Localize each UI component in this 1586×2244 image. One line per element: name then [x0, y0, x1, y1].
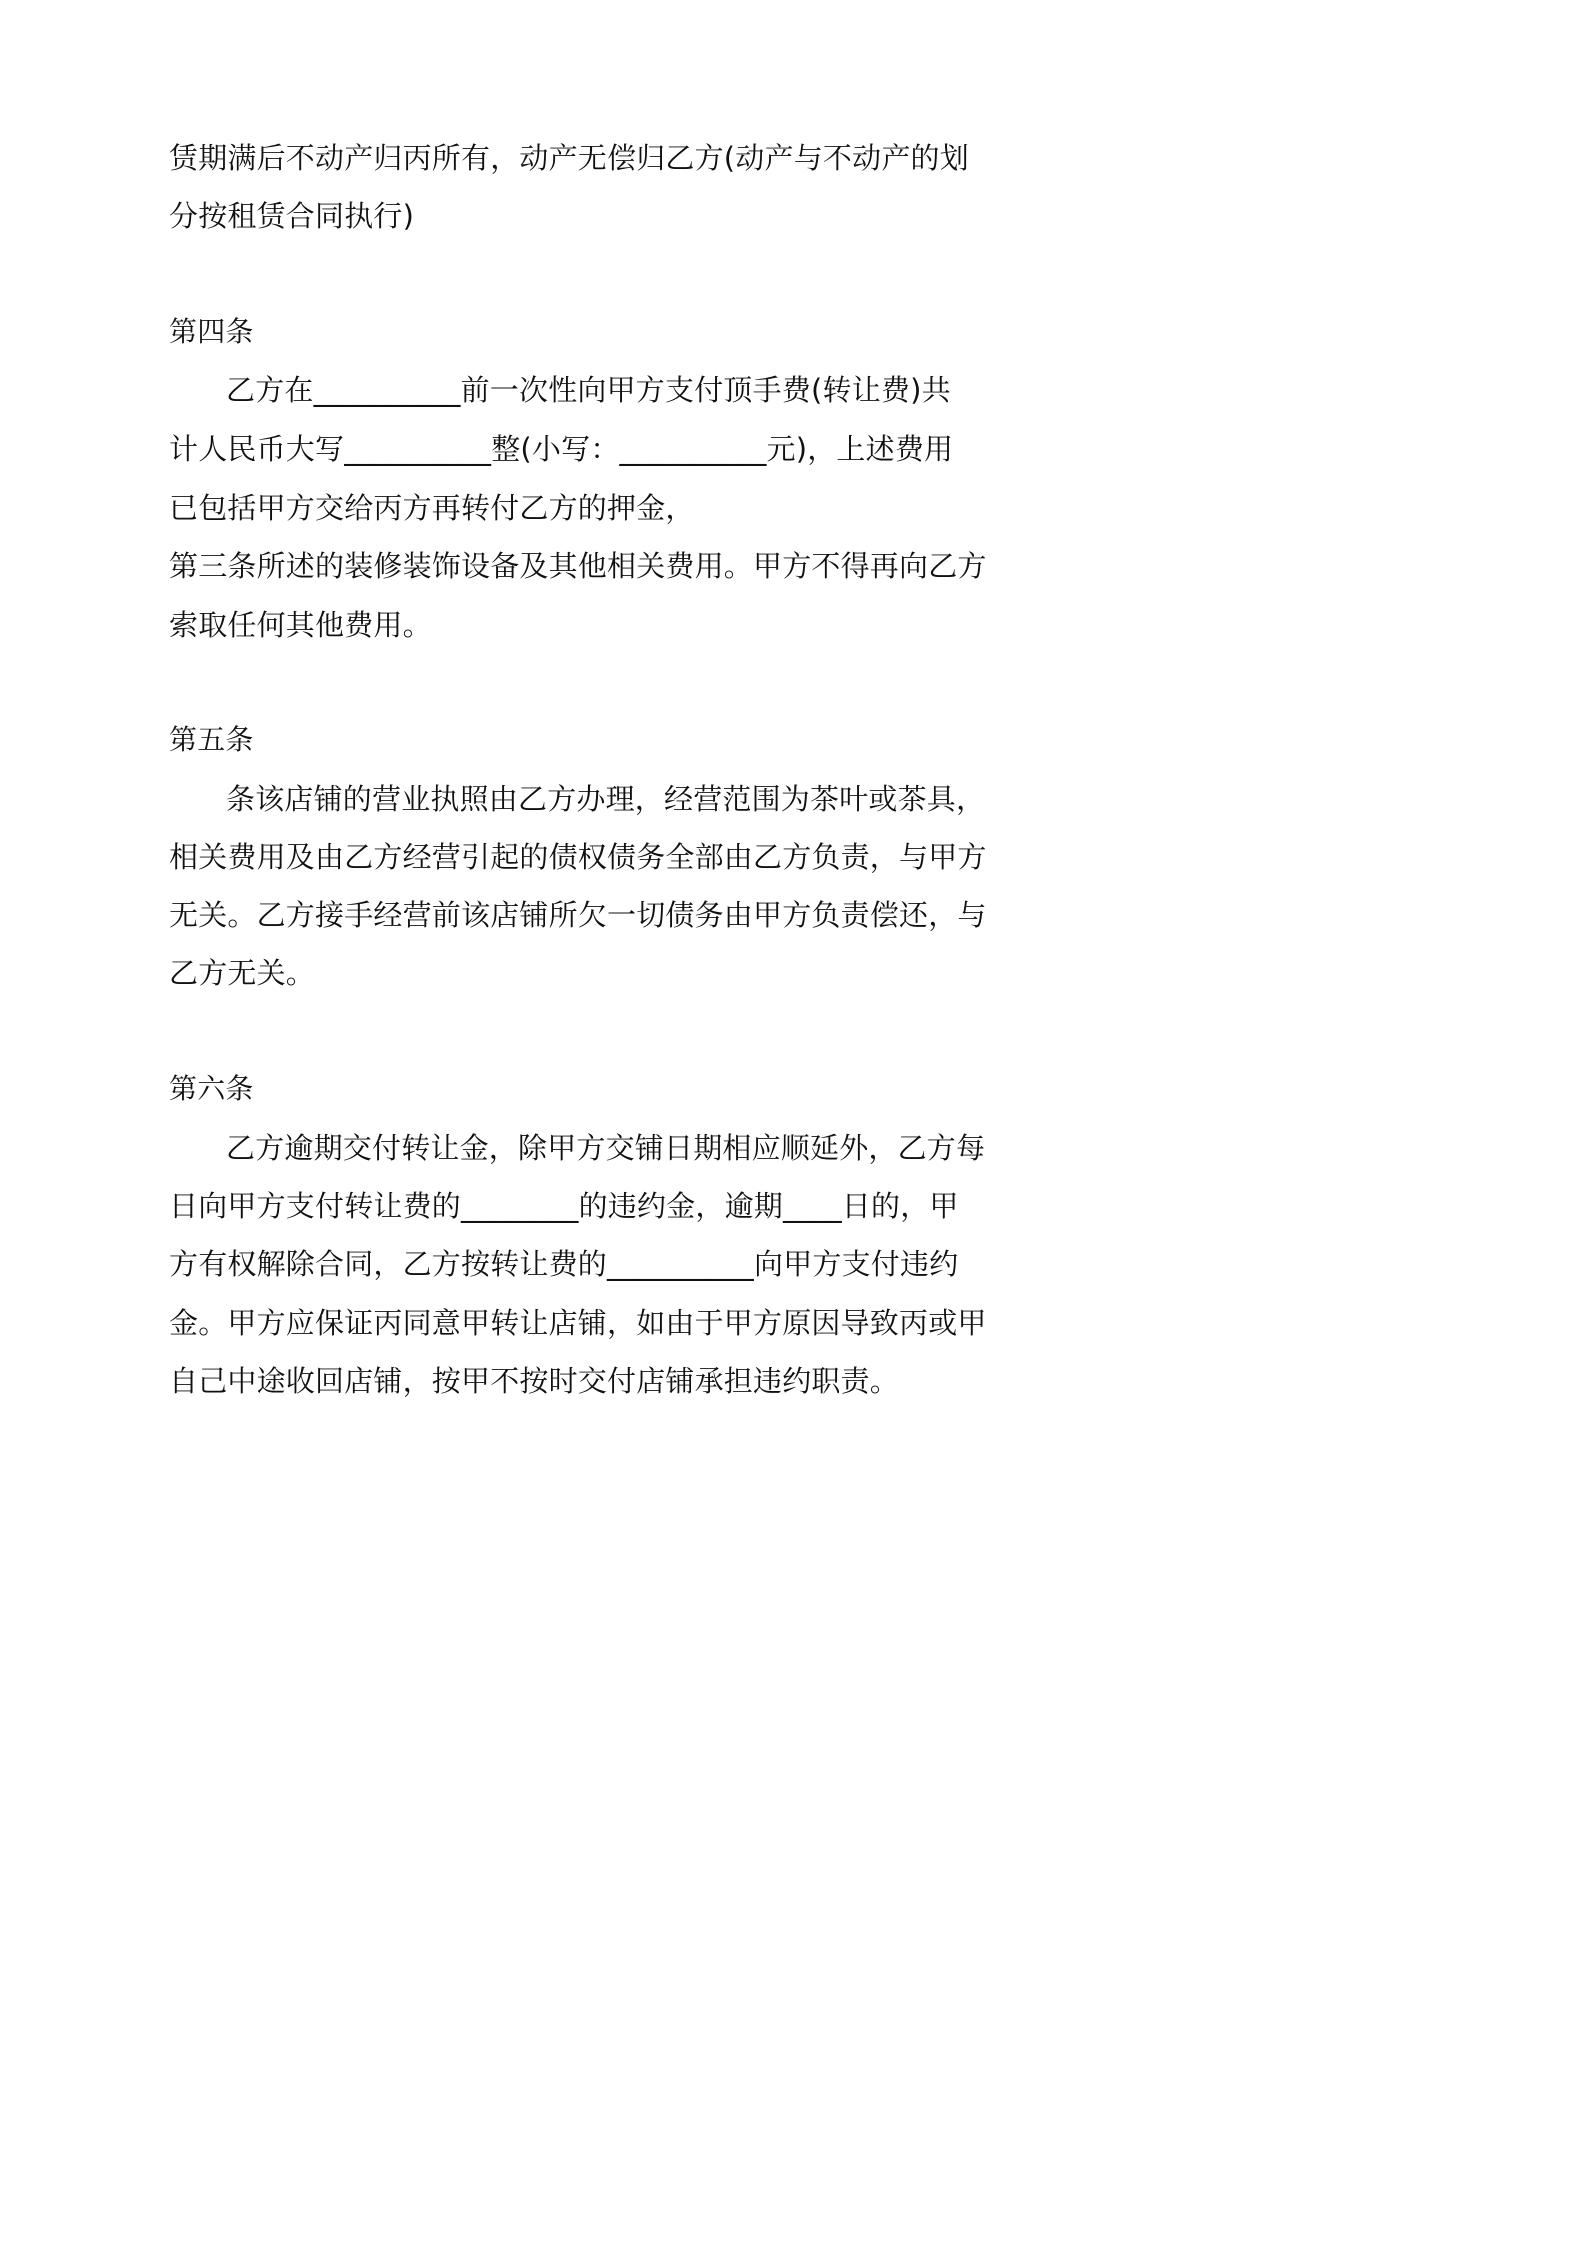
intro-line-2: 分按租赁合同执行)	[169, 199, 415, 233]
article-6-line-4: 金。甲方应保证丙同意甲转让店铺，如由于甲方原因导致丙或甲	[169, 1306, 987, 1340]
article-5-line-4: 乙方无关。	[169, 956, 316, 990]
article-6-line-3: 方有权解除合同，乙方按转让费的__________向甲方支付违约	[169, 1247, 959, 1281]
article-5-line-3: 无关。乙方接手经营前该店铺所欠一切债务由甲方负责偿还，与	[169, 898, 987, 932]
article-6-line-2: 日向甲方支付转让费的________的违约金，逾期____日的，甲	[169, 1189, 959, 1223]
article-6-heading: 第六条	[169, 1072, 254, 1105]
article-4-line-2: 计人民币大写__________整(小写：__________元)，上述费用	[169, 432, 954, 466]
article-5-line-1: 条该店铺的营业执照由乙方办理，经营范围为茶叶或茶具，	[226, 782, 986, 816]
article-4-line-5: 索取任何其他费用。	[169, 608, 432, 642]
article-5-line-2: 相关费用及由乙方经营引起的债权债务全部由乙方负责，与甲方	[169, 840, 987, 874]
article-6-line-5: 自己中途收回店铺，按甲不按时交付店铺承担违约职责。	[169, 1364, 900, 1398]
article-4-heading: 第四条	[169, 315, 254, 348]
article-4-line-4: 第三条所述的装修装饰设备及其他相关费用。甲方不得再向乙方	[169, 549, 987, 583]
article-4-line-3: 已包括甲方交给丙方再转付乙方的押金，	[169, 491, 695, 525]
intro-line-1: 赁期满后不动产归丙所有，动产无偿归乙方(动产与不动产的划	[169, 141, 969, 175]
article-6-line-1: 乙方逾期交付转让金，除甲方交铺日期相应顺延外，乙方每	[226, 1131, 986, 1165]
article-4-line-1: 乙方在__________前一次性向甲方支付顶手费(转让费)共	[226, 373, 951, 407]
article-5-heading: 第五条	[169, 723, 254, 756]
